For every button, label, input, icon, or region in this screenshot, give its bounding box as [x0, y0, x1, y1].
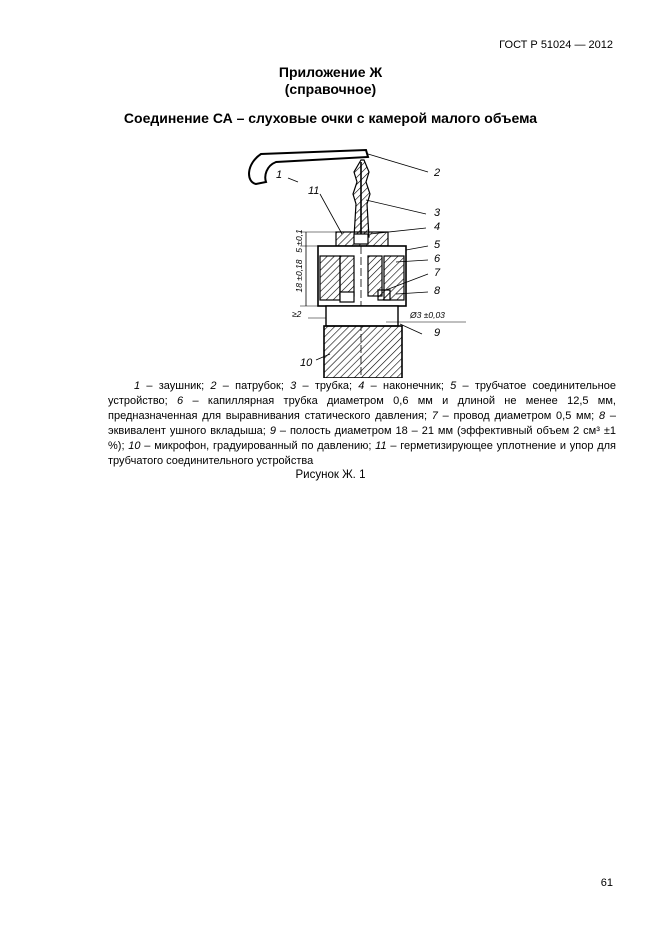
- part-label-11: 11: [308, 185, 320, 197]
- legend-number: 9: [269, 425, 276, 437]
- legend-number: 11: [375, 440, 387, 452]
- legend-text: – трубчатое соединительное устройство;: [108, 380, 616, 407]
- microphone-shape: [324, 326, 402, 378]
- technical-drawing: [236, 142, 466, 378]
- legend-number: 4: [358, 380, 365, 392]
- legend-number: 5: [450, 380, 457, 392]
- appendix-subtitle: (справочное): [284, 81, 377, 97]
- legend-text: – заушник;: [140, 380, 211, 392]
- part-label-1: 1: [276, 169, 283, 181]
- legend-text: – провод диаметром 0,5 мм;: [437, 410, 599, 422]
- part-label-10: 10: [300, 357, 313, 369]
- legend-text: – наконечник;: [364, 380, 451, 392]
- appendix-title: Приложение Ж: [278, 64, 383, 80]
- part-label-6: 6: [434, 253, 441, 265]
- legend-number: 10: [128, 440, 141, 452]
- legend-text: – герметизирующее уплотнение и упор для трубчатого соединительного устройства: [108, 440, 617, 467]
- ear-hook-shape: [249, 150, 368, 184]
- part-label-5: 5: [434, 239, 441, 251]
- legend-number: 2: [210, 380, 217, 392]
- dim-5: 5 ±0,1: [294, 229, 304, 253]
- legend-text: – микрофон, градуированный по давлению;: [140, 440, 376, 452]
- part-label-7: 7: [434, 267, 441, 279]
- legend-number: 1: [134, 380, 141, 392]
- legend-text: – эквивалент ушного вкладыша;: [108, 410, 616, 437]
- cavity-shape: [326, 306, 398, 326]
- legend-text: – полость диаметром 18 – 21 мм (эффективный объем 2 см³ ±1 %);: [108, 425, 616, 452]
- legend-text: – патрубок;: [216, 380, 291, 392]
- legend-number: 6: [177, 395, 184, 407]
- part-label-4: 4: [434, 221, 441, 233]
- section-title: Соединение СА – слуховые очки с камерой малого объема: [123, 110, 538, 126]
- part-label-8: 8: [434, 285, 441, 297]
- legend-number: 3: [290, 380, 297, 392]
- legend-number: 8: [598, 410, 606, 422]
- legend-text: – капиллярная трубка диаметром 0,6 мм и длиной не менее 12,5 мм, предназначенная для выравнивания статического давления;: [108, 395, 616, 422]
- standard-header: ГОСТ Р 51024 — 2012: [499, 39, 613, 51]
- dim-18: 18 ±0,18: [294, 259, 304, 293]
- drawing-svg: [236, 142, 466, 378]
- figure-legend: [108, 379, 616, 469]
- figure-label: Рисунок Ж. 1: [295, 469, 366, 481]
- legend-number: 7: [431, 410, 438, 422]
- dim-3: Ø3 ±0,03: [410, 310, 445, 320]
- ear-insert-shape: [340, 256, 354, 296]
- dim-2: ≥2: [292, 309, 302, 319]
- legend-text: – трубка;: [296, 380, 359, 392]
- part-label-2: 2: [434, 167, 441, 179]
- page-number: 61: [600, 877, 613, 889]
- part-label-9: 9: [434, 327, 441, 339]
- part-label-3: 3: [434, 207, 441, 219]
- appendix-heading: [0, 64, 661, 98]
